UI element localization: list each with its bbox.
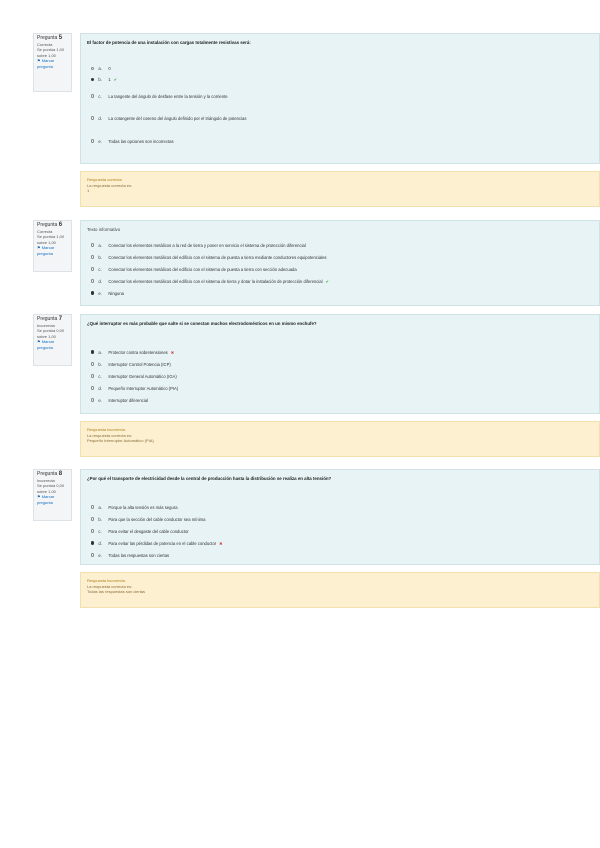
- question-6-content: [80, 220, 600, 306]
- radio-button[interactable]: [91, 94, 94, 97]
- question-state: Correcta: [37, 228, 53, 234]
- feedback-line: La respuesta correcta es:: [87, 432, 133, 438]
- answer-option[interactable]: c. Para evitar el desgaste del cable conductor: [87, 525, 593, 537]
- radio-button[interactable]: [91, 279, 94, 282]
- radio-button[interactable]: [91, 374, 94, 377]
- question-state: Incorrecta: [37, 322, 55, 328]
- answer-option[interactable]: d. Conectar los elementos metálicos del edificio con el sistema de tierra y dotar la instalación de protección diferencial ✔: [87, 275, 593, 287]
- flag-icon: ⚑: [37, 339, 41, 345]
- cross-icon: ✖: [170, 349, 175, 355]
- answer-option[interactable]: c. Conectar los elementos metálicos del edificio con el sistema de puesta a tierra con sección adecuada: [87, 263, 593, 275]
- radio-button[interactable]: [91, 505, 94, 508]
- radio-button[interactable]: [91, 541, 94, 544]
- flag-question-link[interactable]: ⚑ Marcar pregunta: [37, 494, 55, 505]
- feedback-line: 1: [87, 188, 90, 193]
- question-7-info: [33, 314, 72, 366]
- radio-button[interactable]: [91, 398, 94, 401]
- feedback-title: Respuesta incorrecta.: [87, 427, 126, 432]
- radio-button[interactable]: [91, 517, 94, 520]
- flag-question-link[interactable]: ⚑ Marcar pregunta: [37, 245, 55, 256]
- question-text: El factor de potencia de una instalación con cargas totalmente resistivas será:: [87, 40, 251, 45]
- answer-option[interactable]: e. Interruptor diferencial: [87, 394, 593, 406]
- answer-option[interactable]: c. La tangente del ángulo de desfase entre la tensión y la corriente: [87, 85, 593, 107]
- answer-option[interactable]: c. Interruptor General Automático (IGA): [87, 370, 593, 382]
- feedback-line: La respuesta correcta es:: [87, 583, 133, 589]
- answer-option[interactable]: d. Pequeño Interruptor Automático (PIA): [87, 382, 593, 394]
- question-number: Pregunta 6: [37, 222, 63, 228]
- question-text: ¿Qué interruptor es más probable que salte si se conectan muchos electrodomésticos en un mismo enchufe?: [87, 321, 317, 326]
- question-5-feedback: [80, 171, 600, 207]
- flag-icon: ⚑: [37, 58, 41, 64]
- question-text: ¿Por qué el transporte de electricidad desde la central de producción hasta la distribución se realiza en alta tensión?: [87, 476, 332, 481]
- answer-option[interactable]: a. Protector contra sobretensiones ✖: [87, 346, 593, 358]
- answer-option[interactable]: a. Porque la alta tensión es más segura: [87, 501, 593, 513]
- answer-option[interactable]: a. 0: [87, 63, 593, 74]
- question-number: Pregunta 8: [37, 471, 63, 477]
- answer-option[interactable]: b. 1 ✔: [87, 74, 593, 85]
- radio-button[interactable]: [91, 267, 94, 270]
- question-6-info: [33, 220, 72, 272]
- question-8-content: [80, 469, 600, 565]
- radio-button[interactable]: [91, 553, 94, 556]
- flag-icon: ⚑: [37, 245, 41, 251]
- answer-option[interactable]: e. Todas las respuestas son ciertas: [87, 549, 593, 561]
- question-points: Se puntúa 0,00 sobre 1,00: [37, 483, 65, 494]
- radio-button[interactable]: [91, 255, 94, 258]
- radio-button[interactable]: [91, 139, 94, 142]
- radio-button[interactable]: [91, 350, 94, 353]
- question-8-feedback: [80, 572, 600, 608]
- feedback-line: Todas las respuestas son ciertas: [87, 589, 146, 594]
- question-points: Se puntúa 1,00 sobre 1,00: [37, 47, 65, 58]
- question-8-info: [33, 469, 72, 521]
- question-state: Correcta: [37, 41, 53, 47]
- answer-option[interactable]: d. La cotangente del coseno del ángulo definido por el triángulo de potencias: [87, 107, 593, 129]
- radio-button[interactable]: [91, 291, 94, 294]
- check-icon: ✔: [113, 77, 118, 82]
- feedback-title: Respuesta incorrecta.: [87, 578, 126, 583]
- answer-option[interactable]: e. Todas las opciones son incorrectas: [87, 129, 593, 153]
- question-7-feedback: [80, 421, 600, 457]
- question-number: Pregunta 5: [37, 35, 63, 41]
- answer-option[interactable]: d. Para evitar las pérdidas de potencia en el cable conductor ✖: [87, 537, 593, 549]
- question-state: Incorrecta: [37, 477, 55, 483]
- answer-option[interactable]: b. Conectar los elementos metálicos del edificio con el sistema de puesta a tierra mediante conductores equipotenciales: [87, 251, 593, 263]
- flag-question-link[interactable]: ⚑ Marcar pregunta: [37, 339, 55, 350]
- answer-option[interactable]: b. Interruptor Control Potencia (ICP): [87, 358, 593, 370]
- question-5-info: [33, 33, 72, 92]
- answer-option[interactable]: a. Conectar los elementos metálicos a la red de tierra y poner en servicio el sistema de protección diferencial: [87, 239, 593, 251]
- radio-button[interactable]: [91, 362, 94, 365]
- feedback-line: La respuesta correcta es:: [87, 182, 133, 188]
- question-text: Texto informativo: [87, 227, 121, 232]
- answer-option[interactable]: b. Para que la sección del cable conductor sea mínima: [87, 513, 593, 525]
- cross-icon: ✖: [219, 540, 223, 546]
- flag-question-link[interactable]: ⚑ Marcar pregunta: [37, 58, 55, 69]
- flag-icon: ⚑: [37, 494, 41, 500]
- radio-button[interactable]: [91, 386, 94, 389]
- question-number: Pregunta 7: [37, 316, 63, 322]
- radio-button[interactable]: [91, 78, 94, 81]
- question-points: Se puntúa 0,00 sobre 1,00: [37, 328, 65, 339]
- question-5-content: [80, 33, 600, 164]
- feedback-line: Pequeño Interruptor Automático (PIA): [87, 438, 154, 443]
- radio-button[interactable]: [91, 529, 94, 532]
- check-icon: ✔: [325, 278, 330, 284]
- radio-button[interactable]: [91, 243, 94, 246]
- answer-option[interactable]: e. Ninguna: [87, 287, 593, 299]
- radio-button[interactable]: [91, 116, 94, 119]
- feedback-title: Respuesta correcta: [87, 177, 122, 182]
- question-7-content: [80, 314, 600, 414]
- question-points: Se puntúa 1,00 sobre 1,00: [37, 234, 65, 245]
- radio-button[interactable]: [91, 67, 94, 70]
